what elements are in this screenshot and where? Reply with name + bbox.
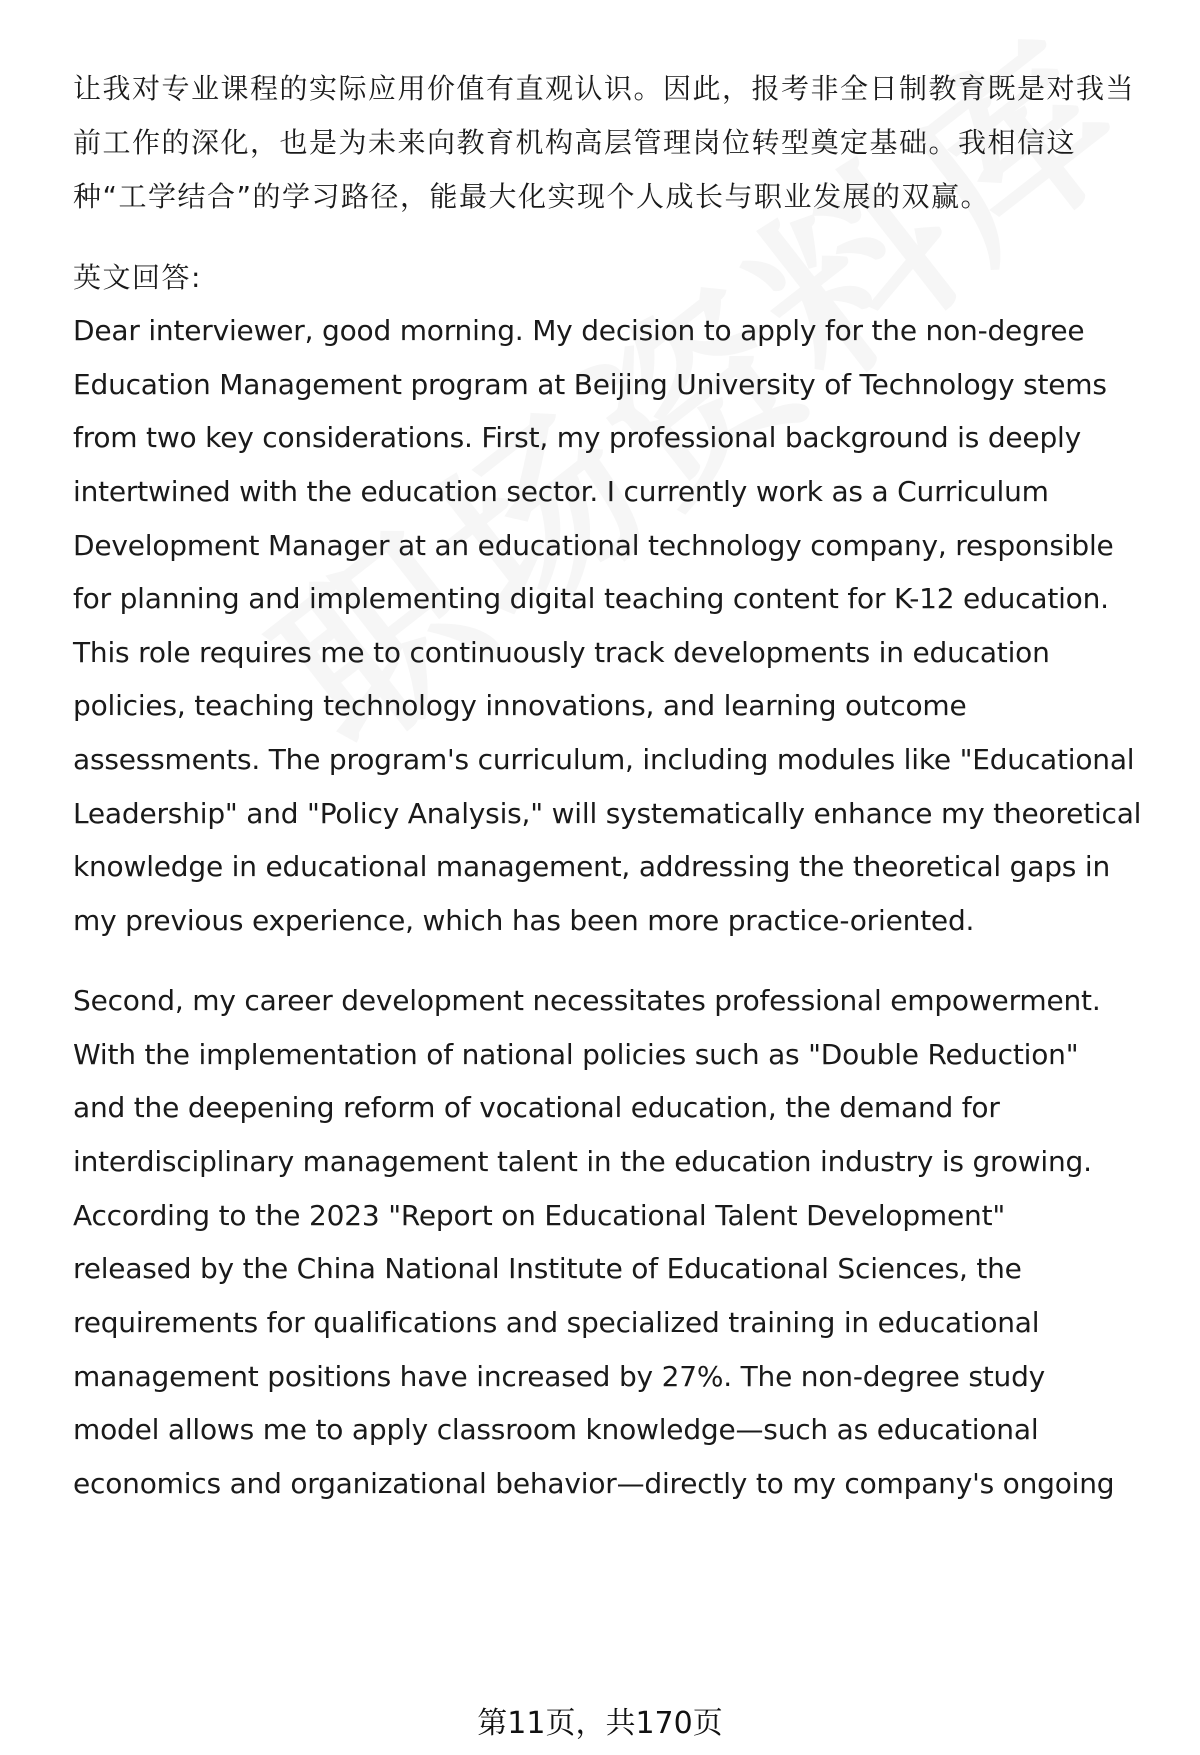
paragraph-line: This role requires me to continuously track developments in education [73, 636, 1050, 669]
paragraph-line: interdisciplinary management talent in the education industry is growing. [73, 1145, 1092, 1178]
chinese-line: 前工作的深化，也是为未来向教育机构高层管理岗位转型奠定基础。我相信这 [73, 126, 1077, 159]
paragraph-line: released by the China National Institute of Educational Sciences, the [73, 1252, 1022, 1285]
paragraph-line: intertwined with the education sector. I currently work as a Curriculum [73, 475, 1049, 508]
paragraph-line: economics and organizational behavior—directly to my company's ongoing [73, 1467, 1115, 1500]
paragraph-line: model allows me to apply classroom knowledge—such as educational [73, 1413, 1039, 1446]
paragraph-line: requirements for qualifications and specialized training in educational [73, 1306, 1040, 1339]
paragraph-line: knowledge in educational management, addressing the theoretical gaps in [73, 850, 1111, 883]
paragraph-line: Leadership" and "Policy Analysis," will systematically enhance my theoretical [73, 797, 1142, 830]
paragraph-line: With the implementation of national policies such as "Double Reduction" [73, 1038, 1079, 1071]
paragraph-line: management positions have increased by 27%. The non-degree study [73, 1360, 1046, 1393]
chinese-line: 让我对专业课程的实际应用价值有直观认识。因此，报考非全日制教育既是对我当 [73, 72, 1136, 105]
paragraph-line: from two key considerations. First, my professional background is deeply [73, 421, 1081, 454]
paragraph-line: According to the 2023 "Report on Educational Talent Development" [73, 1199, 1006, 1232]
paragraph-line: assessments. The program's curriculum, including modules like "Educational [73, 743, 1135, 776]
paragraph-line: for planning and implementing digital teaching content for K-12 education. [73, 582, 1109, 615]
paragraph-line: Education Management program at Beijing University of Technology stems [73, 368, 1107, 401]
paragraph-line: and the deepening reform of vocational education, the demand for [73, 1091, 1000, 1124]
paragraph-line: Development Manager at an educational technology company, responsible [73, 529, 1114, 562]
paragraph-line: Dear interviewer, good morning. My decision to apply for the non-degree [73, 314, 1085, 347]
section-label: 英文回答: [73, 261, 202, 294]
chinese-line: 种“工学结合”的学习路径，能最大化实现个人成长与职业发展的双赢。 [73, 180, 991, 213]
paragraph-line: Second, my career development necessitates professional empowerment. [73, 984, 1101, 1017]
paragraph-line: policies, teaching technology innovations, and learning outcome [73, 689, 967, 722]
paragraph-line: my previous experience, which has been more practice-oriented. [73, 904, 975, 937]
page-number: 第11页，共170页 [477, 1706, 723, 1741]
